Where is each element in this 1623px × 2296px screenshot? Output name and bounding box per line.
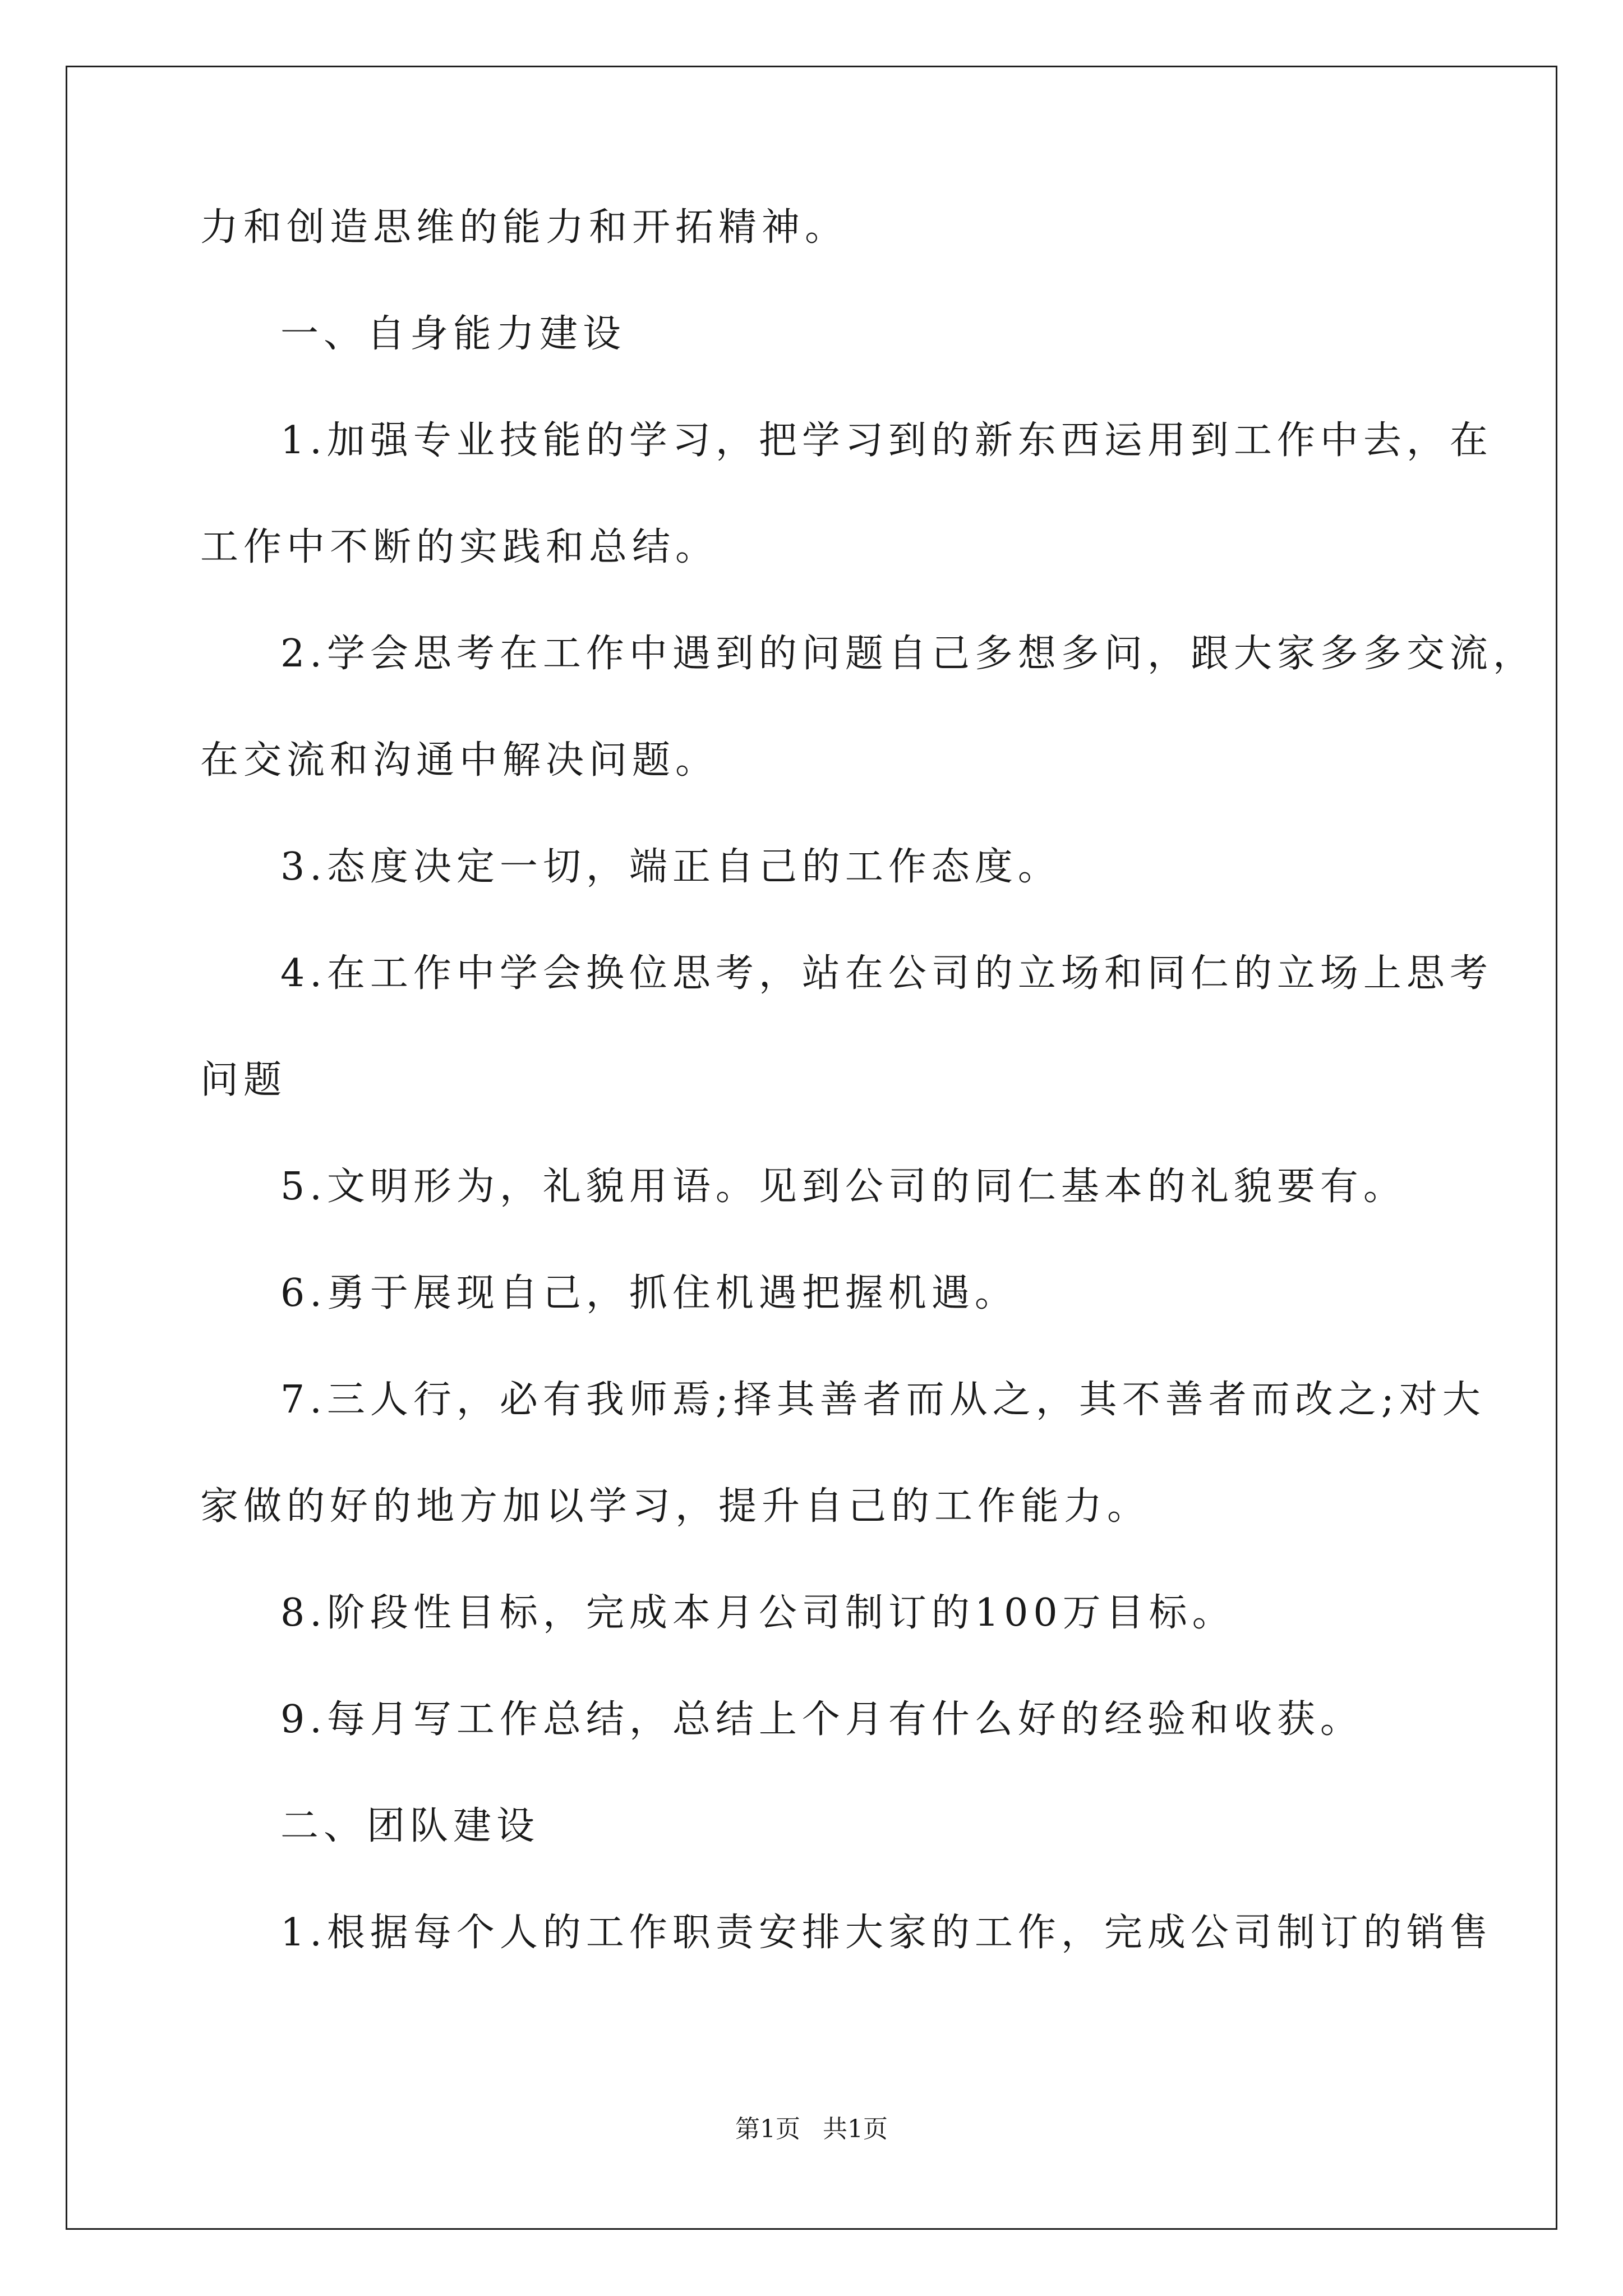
page-footer xyxy=(0,2114,1623,2145)
text-line: 在交流和沟通中解决问题。 xyxy=(200,738,719,783)
text-line: 家做的好的地方加以学习，提升自己的工作能力。 xyxy=(200,1484,1151,1529)
page-number: 第1页 xyxy=(735,2115,800,2143)
text-line: 力和创造思维的能力和开拓精神。 xyxy=(200,205,849,250)
text-line: 问题 xyxy=(200,1058,287,1102)
text-line: 9.每月写工作总结，总结上个月有什么好的经验和收获。 xyxy=(280,1697,1363,1742)
text-line: 4.在工作中学会换位思考，站在公司的立场和同仁的立场上思考 xyxy=(280,951,1493,996)
page-border xyxy=(66,66,1557,2230)
text-line: 2.学会思考在工作中遇到的问题自己多想多问，跟大家多多交流， xyxy=(280,632,1536,676)
text-line: 3.态度决定一切，端正自己的工作态度。 xyxy=(280,845,1061,889)
text-line: 1.根据每个人的工作职责安排大家的工作，完成公司制订的销售 xyxy=(280,1911,1493,1955)
section-heading: 二、团队建设 xyxy=(280,1804,540,1848)
text-line: 5.文明形为，礼貌用语。见到公司的同仁基本的礼貌要有。 xyxy=(280,1165,1407,1209)
page-total: 共1页 xyxy=(823,2115,888,2143)
text-line: 工作中不断的实践和总结。 xyxy=(200,525,719,569)
section-heading: 一、自身能力建设 xyxy=(280,312,626,356)
text-line: 6.勇于展现自己，抓住机遇把握机遇。 xyxy=(280,1271,1018,1315)
text-line: 1.加强专业技能的学习，把学习到的新东西运用到工作中去，在 xyxy=(280,418,1493,463)
text-line: 8.阶段性目标，完成本月公司制订的100万目标。 xyxy=(280,1591,1235,1635)
text-line: 7.三人行，必有我师焉;择其善者而从之，其不善者而改之;对大 xyxy=(280,1378,1486,1422)
